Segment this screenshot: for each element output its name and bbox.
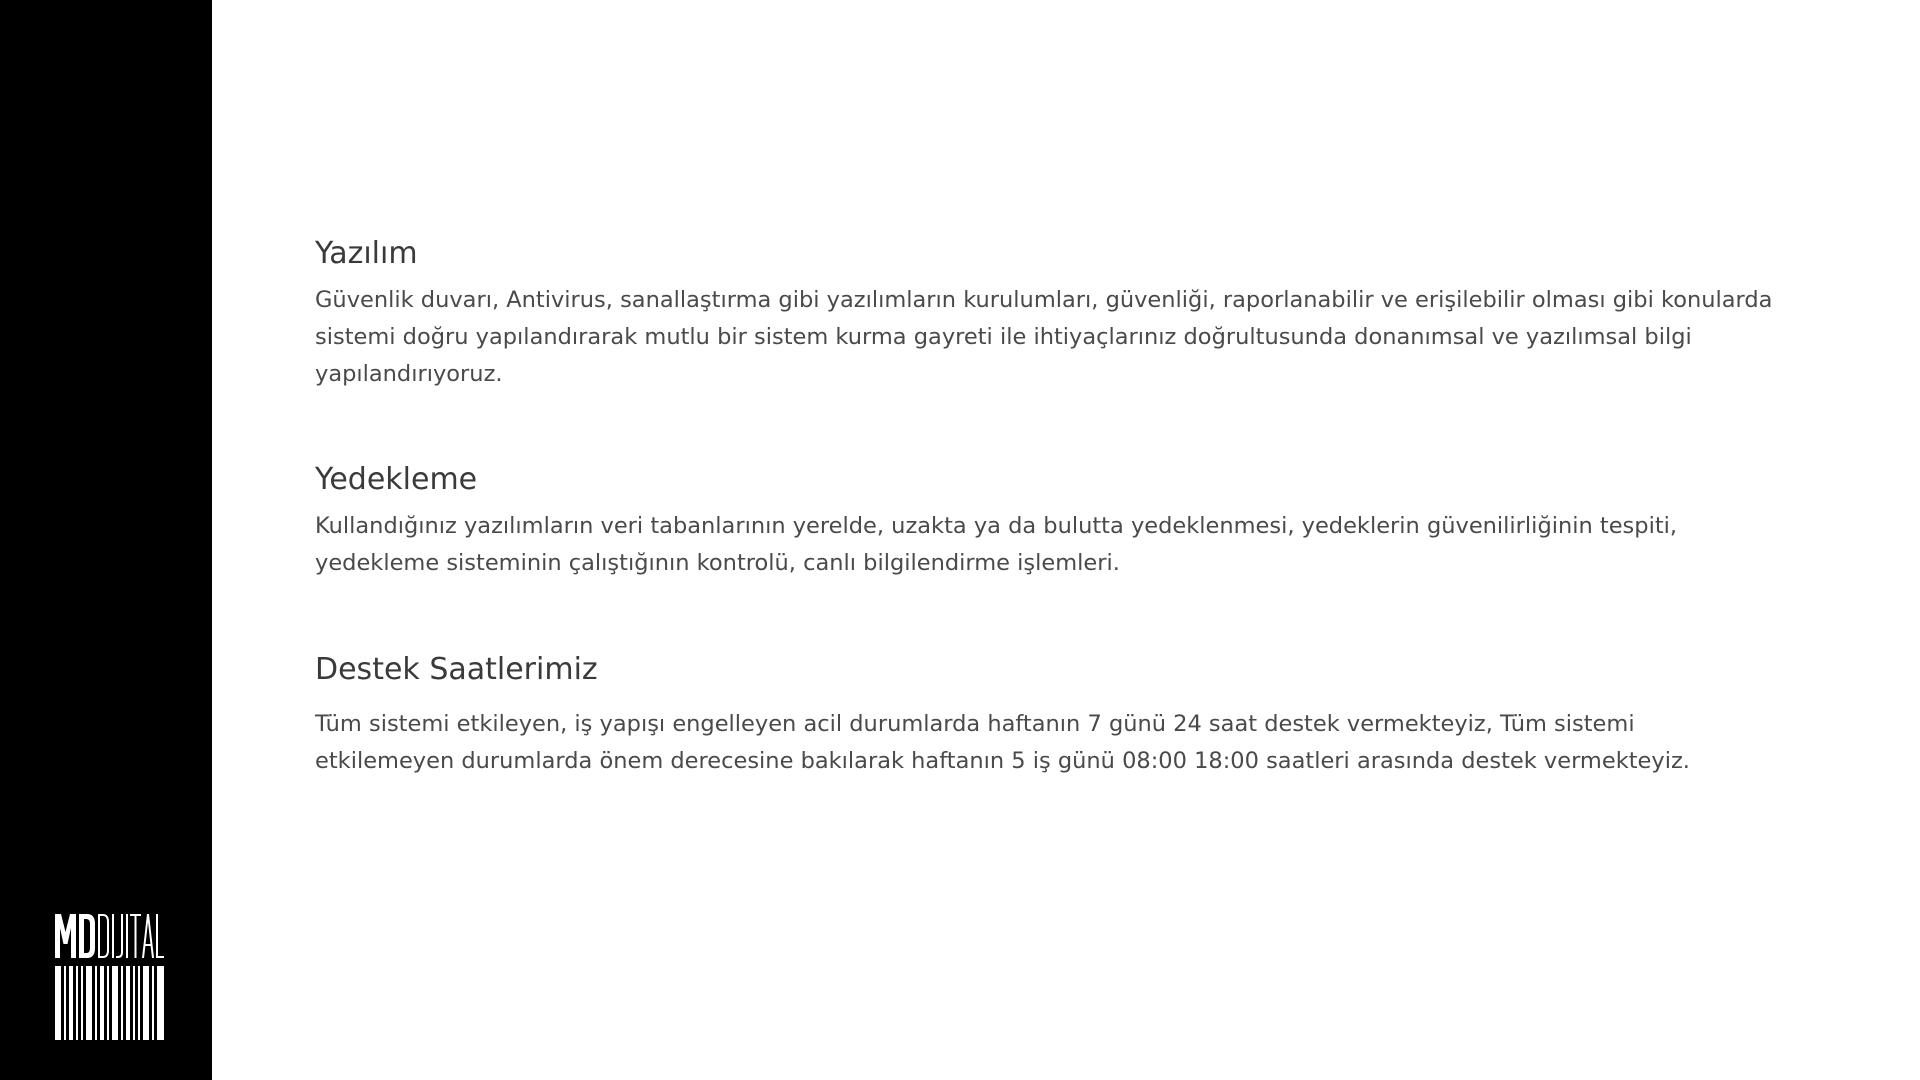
section-body: Kullandığınız yazılımların veri tabanlarının yerelde, uzakta ya da bulutta yedeklenmesi, yedeklerin güvenilirliğinin tespiti, yedekleme sisteminin çalıştığının kontrolü, canlı bilgilendirme işlemleri. xyxy=(315,513,1678,576)
section-body: Tüm sistemi etkileyen, iş yapışı engelleyen acil durumlarda haftanın 7 günü 24 saat destek vermekteyiz, Tüm sistemi etkilemeyen durumlarda önem derecesine bakılarak haftanın 5 iş günü 08:00 18:00 saatleri arasında destek vermekteyiz. xyxy=(315,711,1690,774)
section-support-hours xyxy=(315,648,1775,780)
logo-wordmark xyxy=(55,914,164,958)
section-title: Yedekleme xyxy=(315,462,478,497)
sidebar xyxy=(0,0,212,1080)
section-backup xyxy=(315,458,1775,582)
section-title: Yazılım xyxy=(315,236,418,271)
section-title: Destek Saatlerimiz xyxy=(315,652,598,687)
barcode-icon xyxy=(55,966,164,1040)
section-software xyxy=(315,232,1775,393)
section-body: Güvenlik duvarı, Antivirus, sanallaştırma gibi yazılımların kurulumları, güvenliği, raporlanabilir ve erişilebilir olması gibi konularda sistemi doğru yapılandırarak mutlu bir sistem kurma gayreti ile ihtiyaçlarınız doğrultusunda donanımsal ve yazılımsal bilgi yapılandırıyoruz. xyxy=(315,287,1773,387)
brand-logo xyxy=(55,914,164,1040)
